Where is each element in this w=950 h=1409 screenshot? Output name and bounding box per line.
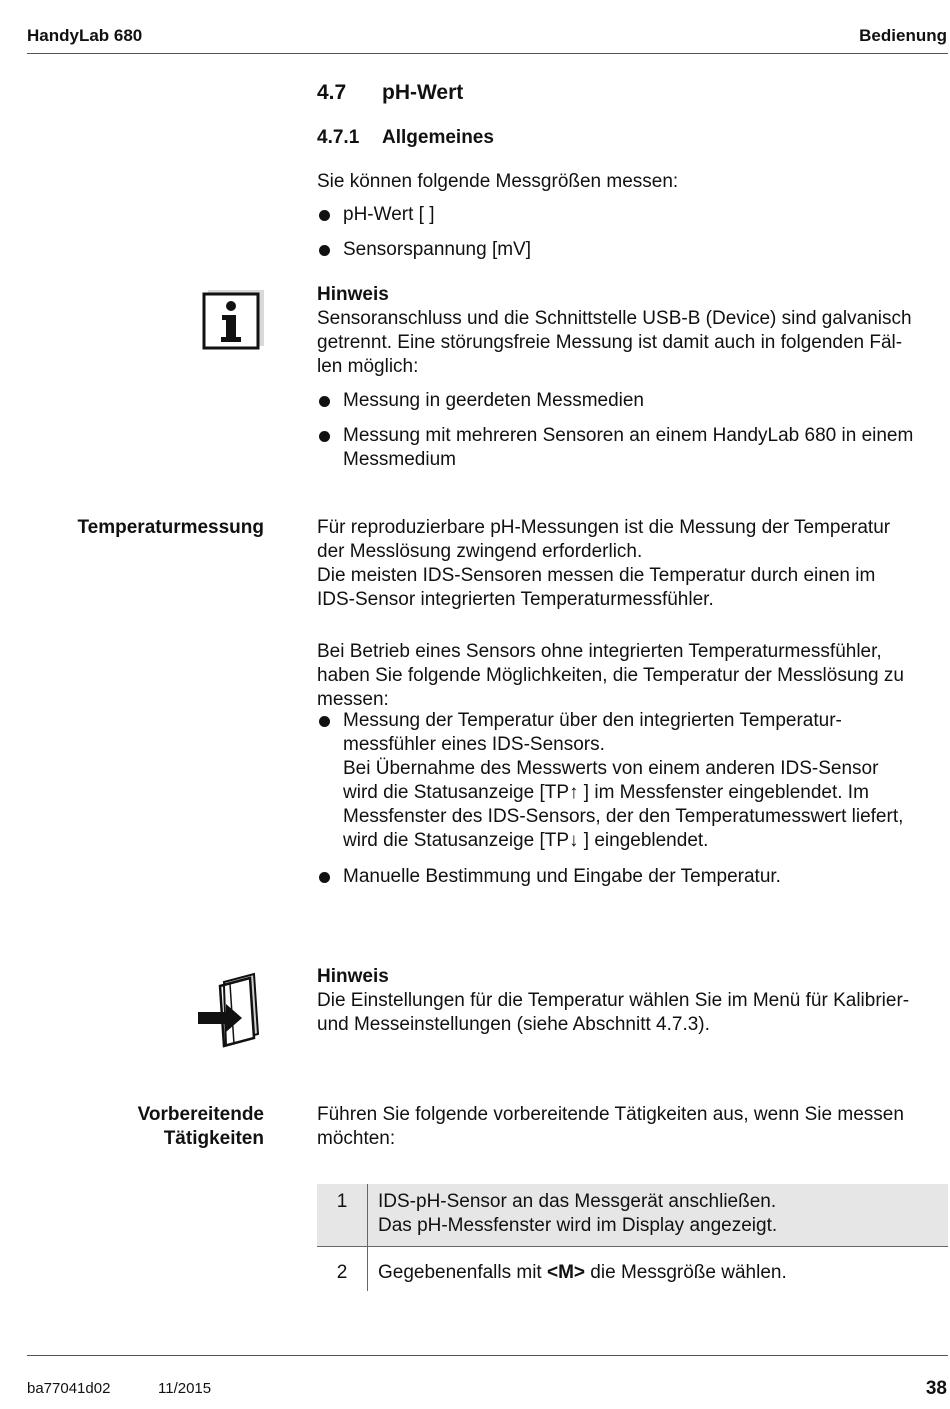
subsection-number: 4.7.1 bbox=[317, 127, 360, 148]
bullet-dot bbox=[319, 210, 330, 221]
temperature-paragraph: Bei Betrieb eines Sensors ohne integrierten Temperaturmessfühler, haben Sie folgende Möglichkeiten, die Temperatur der Messlösung zu messen: bbox=[317, 641, 904, 710]
step-text: IDS-pH-Sensor an das Messgerät anschließen. Das pH-Messfenster wird im Display angezeigt. bbox=[368, 1184, 949, 1247]
temperature-bullet: Messung der Temperatur über den integrierten Temperatur- messfühler eines IDS-Sensors. Bei Übernahme des Messwerts von einem anderen IDS-Sensor wird die Statusanzeige [TP↑ ] im Messfenster eingeblendet. Im Messfenster des IDS-Sensors, der den Temperatumesswert liefert, wird die Statusanzeige [TP↓ ] eingeblendet. bbox=[317, 709, 937, 853]
running-header-title: HandyLab 680 bbox=[27, 26, 143, 45]
bullet-dot bbox=[319, 872, 330, 883]
note-title: Hinweis bbox=[317, 284, 389, 305]
note-bullet: Messung mit mehreren Sensoren an einem HandyLab 680 in einem Messmedium bbox=[317, 424, 937, 472]
running-header-chapter: Bedienung bbox=[859, 26, 947, 45]
bullet-dot bbox=[319, 245, 330, 256]
preparation-intro: Führen Sie folgende vorbereitende Tätigkeiten aus, wenn Sie messen möchten: bbox=[317, 1104, 904, 1149]
note-body: Sensoranschluss und die Schnittstelle USB-B (Device) sind galvanisch getrennt. Eine störungsfreie Messung ist damit auch in folgenden Fäl- len möglich: bbox=[317, 308, 912, 377]
side-label-temperature: Temperaturmessung bbox=[77, 517, 264, 538]
footer-rule bbox=[27, 1355, 948, 1356]
key-label: <M> bbox=[547, 1262, 586, 1283]
table-row bbox=[317, 1247, 948, 1292]
bullet-dot bbox=[319, 396, 330, 407]
step-number: 2 bbox=[317, 1247, 368, 1292]
doc-id: ba77041d02 bbox=[27, 1380, 111, 1397]
book-arrow-icon bbox=[196, 972, 264, 1050]
page-number: 38 bbox=[925, 1378, 947, 1399]
info-icon bbox=[202, 290, 264, 352]
measurand-bullet: Sensorspannung [mV] bbox=[317, 238, 937, 262]
doc-date: 11/2015 bbox=[158, 1380, 212, 1397]
bullet-dot bbox=[319, 431, 330, 442]
note-body: Die Einstellungen für die Temperatur wählen Sie im Menü für Kalibrier- und Messeinstellungen (siehe Abschnitt 4.7.3). bbox=[317, 990, 910, 1035]
step-text: Gegebenenfalls mit <M> die Messgröße wählen. bbox=[378, 1262, 787, 1283]
note-bullet: Messung in geerdeten Messmedien bbox=[317, 389, 937, 413]
bullet-dot bbox=[319, 716, 330, 727]
section-title: pH-Wert bbox=[382, 81, 464, 104]
side-label-preparation: Vorbereitende Tätigkeiten bbox=[137, 1104, 264, 1149]
measurand-bullet: pH-Wert [ ] bbox=[317, 203, 937, 227]
section-number: 4.7 bbox=[317, 81, 347, 104]
note-title: Hinweis bbox=[317, 966, 389, 987]
header-rule bbox=[27, 53, 948, 54]
steps-table bbox=[317, 1184, 948, 1291]
temperature-bullet: Manuelle Bestimmung und Eingabe der Temperatur. bbox=[317, 865, 937, 889]
subsection-title: Allgemeines bbox=[382, 127, 494, 148]
intro-text: Sie können folgende Messgrößen messen: bbox=[317, 171, 679, 192]
temperature-paragraph: Für reproduzierbare pH-Messungen ist die Messung der Temperatur der Messlösung zwingend erforderlich. Die meisten IDS-Sensoren messen die Temperatur durch einen im IDS-Sensor integrierten Temperaturmessfühler. bbox=[317, 517, 891, 610]
step-number: 1 bbox=[317, 1184, 368, 1247]
table-row bbox=[317, 1184, 948, 1247]
